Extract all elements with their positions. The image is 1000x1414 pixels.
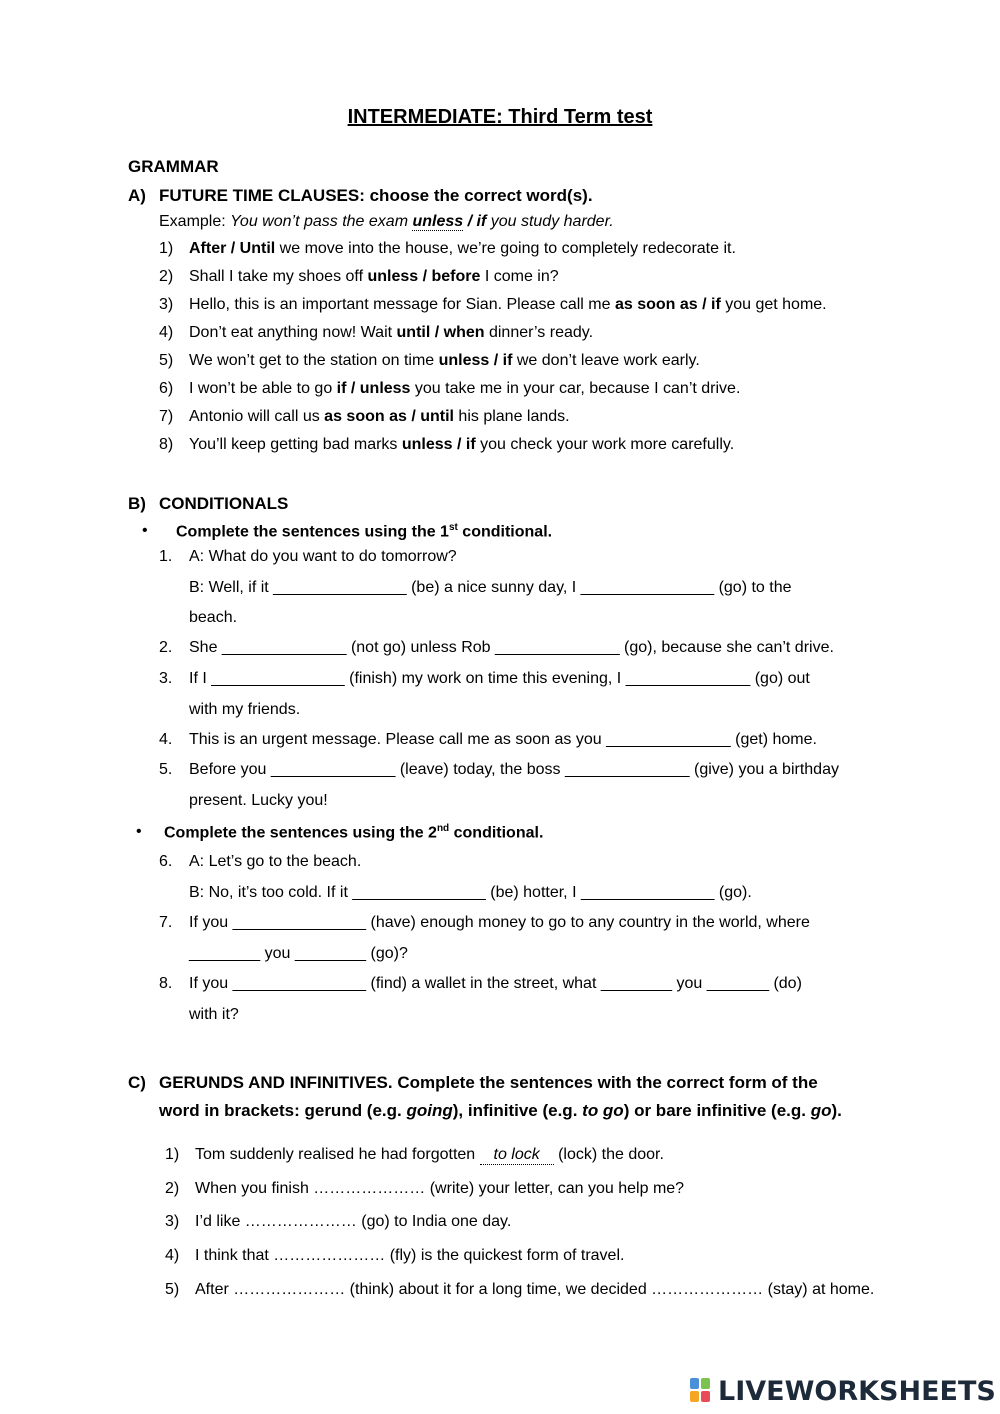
instruction-second-conditional: Complete the sentences using the 2nd conditional.	[164, 823, 544, 842]
c-item-number: 2)	[165, 1180, 180, 1197]
c-item-number: 5)	[165, 1281, 180, 1298]
a-item-4: Don’t eat anything now! Wait until / when dinner’s ready.	[189, 324, 594, 341]
b-item-number: 3.	[159, 670, 173, 687]
b-line: B: Well, if it _______________ (be) a nice sunny day, I _______________ (go) to the	[189, 579, 792, 596]
answer-field[interactable]: to lock	[480, 1146, 554, 1165]
a-item-1: After / Until we move into the house, we’re going to completely redecorate it.	[189, 240, 736, 257]
c-item-number: 4)	[165, 1247, 180, 1264]
choice-options[interactable]: unless / if	[438, 352, 513, 369]
grammar-label: GRAMMAR	[128, 157, 219, 176]
bullet-1: •	[142, 522, 148, 539]
a-item-6: I won’t be able to go if / unless you take me in your car, because I can’t drive.	[189, 380, 741, 397]
section-c-heading-line2: word in brackets: gerund (e.g. going), infinitive (e.g. to go) or bare infinitive (e.g. go).	[159, 1101, 842, 1120]
b-item-number: 6.	[159, 853, 173, 870]
b-line: This is an urgent message. Please call me as soon as you ______________ (get) home.	[189, 731, 817, 748]
b-item-number: 1.	[159, 548, 173, 565]
b-line: She ______________ (not go) unless Rob ______________ (go), because she can’t drive.	[189, 639, 834, 656]
a-item-number: 3)	[159, 296, 174, 313]
a-item-number: 1)	[159, 240, 174, 257]
bullet-2: •	[136, 823, 142, 840]
b-line: beach.	[189, 609, 238, 626]
a-item-number: 4)	[159, 324, 174, 341]
choice-options[interactable]: as soon as / until	[324, 408, 454, 425]
b-line: If you _______________ (have) enough money to go to any country in the world, where	[189, 914, 810, 931]
instruction-first-conditional: Complete the sentences using the 1st conditional.	[176, 522, 553, 541]
choice-options[interactable]: as soon as / if	[614, 296, 721, 313]
choice-options[interactable]: After / Until	[189, 240, 276, 257]
b-line: ________ you ________ (go)?	[189, 945, 408, 962]
a-item-5: We won’t get to the station on time unless / if we don’t leave work early.	[189, 352, 700, 369]
a-item-number: 5)	[159, 352, 174, 369]
a-item-number: 7)	[159, 408, 174, 425]
b-line: B: No, it’s too cold. If it _______________ (be) hotter, I _______________ (go).	[189, 884, 752, 901]
b-line: A: What do you want to do tomorrow?	[189, 548, 457, 565]
b-line: with my friends.	[189, 701, 301, 718]
b-line: present. Lucky you!	[189, 792, 328, 809]
logo-mark-icon	[690, 1378, 712, 1404]
c-item-3: I’d like ………………… (go) to India one day.	[195, 1213, 512, 1230]
logo-text: LIVEWORKSHEETS	[718, 1375, 996, 1407]
choice-options[interactable]: if / unless	[336, 380, 411, 397]
a-item-8: You’ll keep getting bad marks unless / if you check your work more carefully.	[189, 436, 735, 453]
page-title: INTERMEDIATE: Third Term test	[347, 106, 653, 128]
section-c-letter: C)	[128, 1073, 146, 1092]
c-item-number: 1)	[165, 1146, 180, 1163]
section-a-heading: FUTURE TIME CLAUSES: choose the correct word(s).	[159, 186, 593, 205]
c-item-2: When you finish ………………… (write) your letter, can you help me?	[195, 1180, 685, 1197]
a-item-number: 6)	[159, 380, 174, 397]
c-item-1: Tom suddenly realised he had forgotten to lock (lock) the door.	[195, 1146, 664, 1163]
c-item-4: I think that ………………… (fly) is the quickest form of travel.	[195, 1247, 625, 1264]
liveworksheets-logo	[690, 1374, 996, 1408]
c-item-number: 3)	[165, 1213, 180, 1230]
choice-options[interactable]: until / when	[396, 324, 485, 341]
a-item-number: 2)	[159, 268, 174, 285]
b-item-number: 2.	[159, 639, 173, 656]
a-item-number: 8)	[159, 436, 174, 453]
b-line: with it?	[189, 1006, 239, 1023]
a-item-7: Antonio will call us as soon as / until his plane lands.	[189, 408, 570, 425]
section-a-example: Example: You won’t pass the exam unless / if you study harder.	[159, 213, 614, 230]
b-line: A: Let’s go to the beach.	[189, 853, 362, 870]
section-c-heading-line1: GERUNDS AND INFINITIVES. Complete the sentences with the correct form of the	[159, 1073, 818, 1092]
b-item-number: 5.	[159, 761, 173, 778]
b-item-number: 7.	[159, 914, 173, 931]
b-line: If you _______________ (find) a wallet in the street, what ________ you _______ (do)	[189, 975, 802, 992]
c-item-5: After ………………… (think) about it for a long time, we decided ………………… (stay) at home.	[195, 1281, 875, 1298]
section-b-heading: CONDITIONALS	[159, 494, 289, 513]
b-line: Before you ______________ (leave) today, the boss ______________ (give) you a birthday	[189, 761, 839, 778]
choice-options[interactable]: unless / if	[401, 436, 476, 453]
a-item-3: Hello, this is an important message for Sian. Please call me as soon as / if you get home.	[189, 296, 827, 313]
example-answer: unless	[412, 213, 464, 230]
b-line: If I _______________ (finish) my work on time this evening, I ______________ (go) out	[189, 670, 810, 687]
choice-options[interactable]: unless / before	[367, 268, 481, 285]
b-item-number: 8.	[159, 975, 173, 992]
a-item-2: Shall I take my shoes off unless / before I come in?	[189, 268, 559, 285]
section-b-letter: B)	[128, 494, 146, 513]
section-a-letter: A)	[128, 186, 146, 205]
b-item-number: 4.	[159, 731, 173, 748]
